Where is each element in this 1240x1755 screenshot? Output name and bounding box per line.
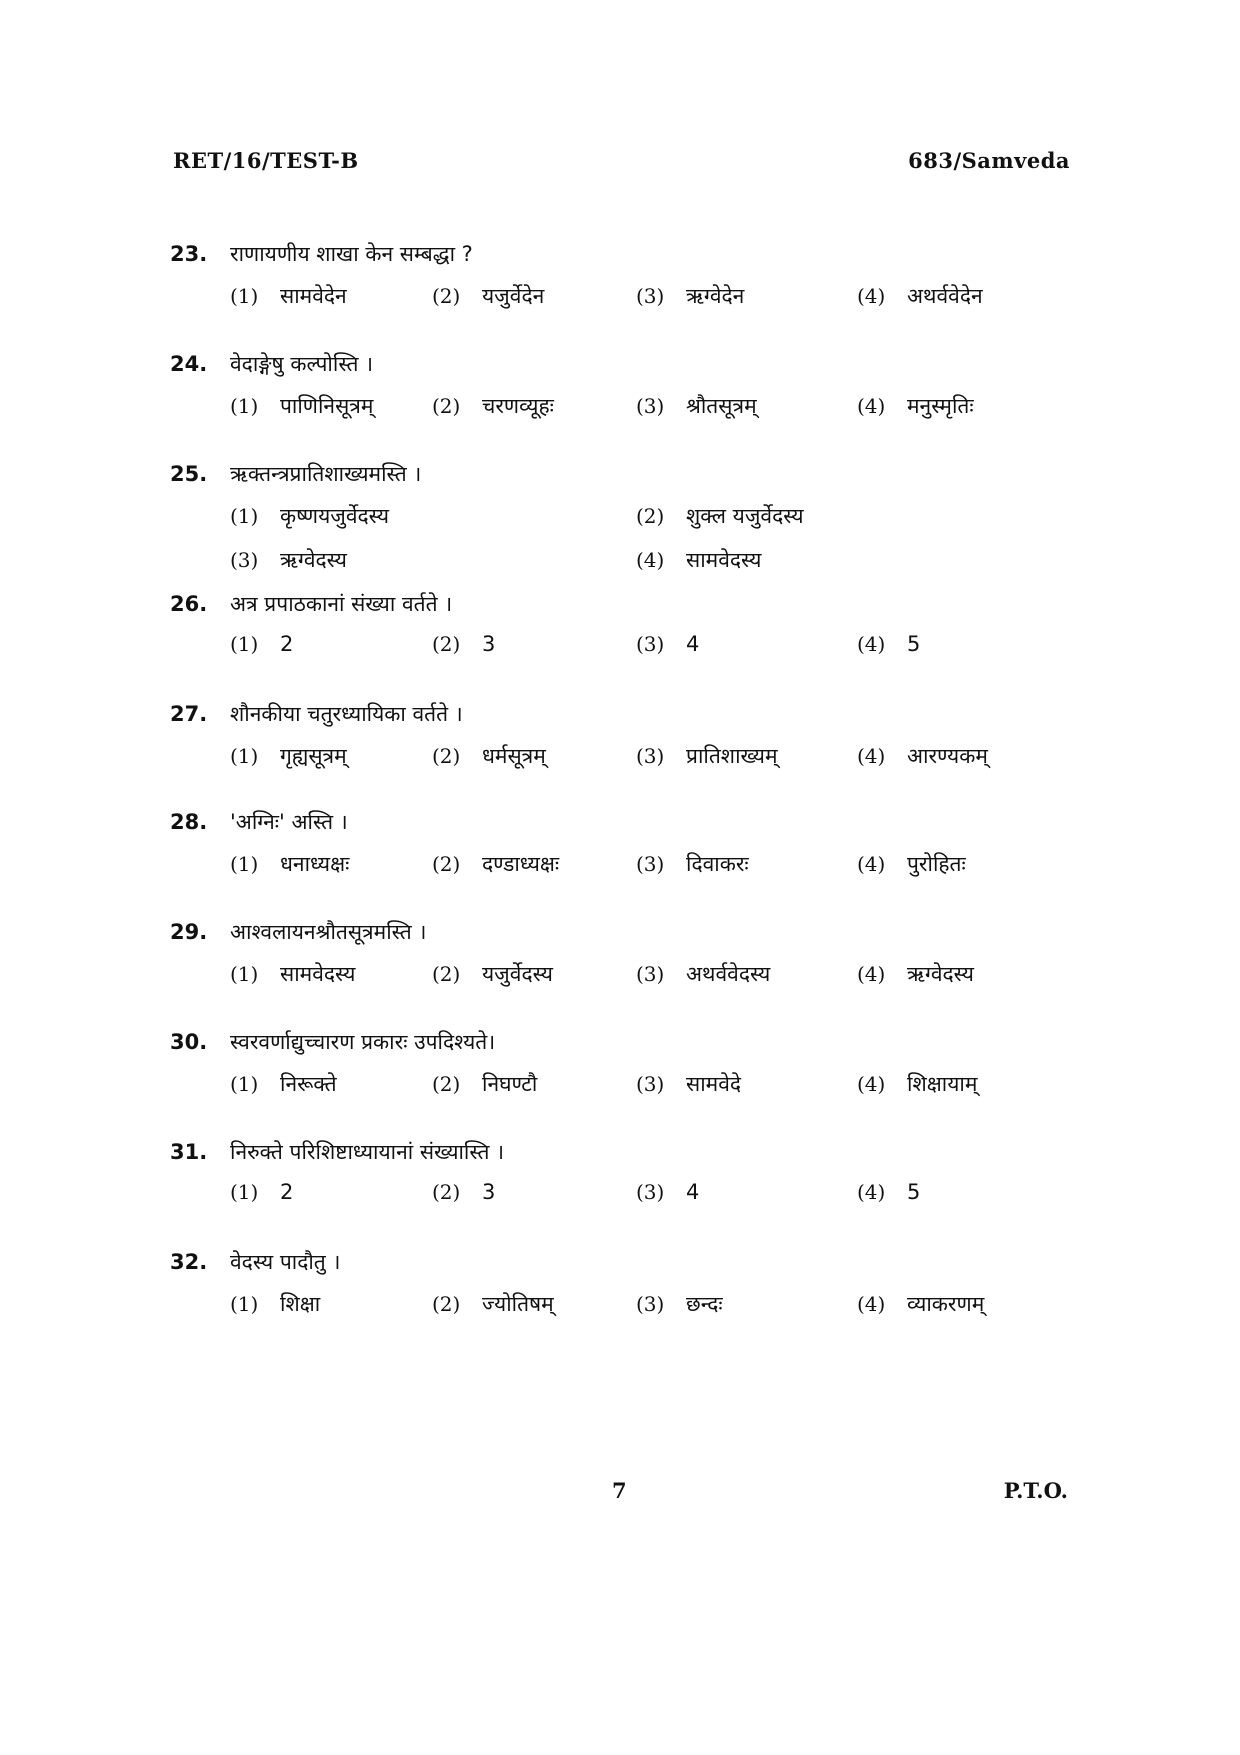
- option-2: [636, 502, 804, 530]
- options-row: [170, 1064, 1090, 1108]
- question-text: ऋक्तन्त्रप्रातिशाख्यमस्ति ।: [230, 462, 422, 486]
- option-text: धनाध्यक्षः: [280, 852, 350, 876]
- question-text: राणायणीय शाखा केन सम्बद्धा ?: [230, 242, 473, 266]
- question-29: [170, 918, 1090, 998]
- option-1: [230, 850, 349, 878]
- option-3: [636, 742, 778, 770]
- option-text: शिक्षायाम्: [907, 1072, 978, 1096]
- option-4: [857, 1180, 920, 1204]
- option-number: (2): [432, 962, 461, 986]
- question-28: [170, 808, 1090, 888]
- option-number: (4): [857, 1292, 886, 1316]
- option-4: [857, 282, 983, 310]
- options-row: [170, 844, 1090, 888]
- option-3: [636, 960, 770, 988]
- option-text: 5: [907, 1180, 921, 1204]
- options-row: [170, 736, 1090, 780]
- option-text: दण्डाध्यक्षः: [482, 852, 560, 876]
- question-number: 24.: [170, 352, 208, 376]
- option-number: (4): [857, 962, 886, 986]
- question-23: [170, 240, 1090, 320]
- option-4: [857, 742, 988, 770]
- option-4: [857, 1070, 977, 1098]
- option-text: निघण्टौ: [482, 1072, 538, 1096]
- option-1: [230, 960, 355, 988]
- option-text: यजुर्वेदस्य: [482, 962, 553, 986]
- option-number: (2): [432, 1292, 461, 1316]
- option-number: (1): [230, 1180, 259, 1204]
- option-text: मनुस्मृतिः: [907, 394, 974, 418]
- option-number: (1): [230, 852, 259, 876]
- question-number: 32.: [170, 1250, 208, 1274]
- option-number: (3): [636, 394, 665, 418]
- question-stem: [170, 808, 1090, 844]
- option-number: (3): [636, 284, 665, 308]
- option-4: [857, 392, 974, 420]
- question-24: [170, 350, 1090, 430]
- option-text: आरण्यकम्: [907, 744, 988, 768]
- question-stem: [170, 918, 1090, 954]
- option-text: 3: [482, 632, 496, 656]
- option-1: [230, 392, 373, 420]
- question-text: स्वरवर्णाद्युच्चारण प्रकारः उपदिश्यते।: [230, 1030, 496, 1054]
- question-26: [170, 590, 1090, 670]
- option-2: [432, 392, 554, 420]
- option-number: (3): [636, 1292, 665, 1316]
- options-row: [170, 1284, 1090, 1328]
- option-number: (2): [636, 504, 665, 528]
- option-text: शिक्षा: [280, 1292, 321, 1316]
- pto-label: P.T.O.: [1003, 1478, 1068, 1503]
- options-row: [170, 276, 1090, 320]
- option-1: [230, 1180, 293, 1204]
- option-number: (3): [230, 548, 259, 572]
- option-number: (1): [230, 1292, 259, 1316]
- question-stem: [170, 700, 1090, 736]
- option-number: (1): [230, 1072, 259, 1096]
- question-number: 26.: [170, 592, 208, 616]
- option-text: अथर्ववेदेन: [907, 284, 983, 308]
- question-stem: [170, 240, 1090, 276]
- question-stem: [170, 460, 1090, 496]
- option-number: (1): [230, 962, 259, 986]
- question-number: 27.: [170, 702, 208, 726]
- option-number: (1): [230, 394, 259, 418]
- option-text: दिवाकरः: [686, 852, 749, 876]
- option-number: (2): [432, 852, 461, 876]
- options-row: [170, 496, 1090, 540]
- option-text: शुक्ल यजुर्वेदस्य: [686, 504, 804, 528]
- option-4: [857, 960, 974, 988]
- option-3: [636, 1070, 741, 1098]
- options-row: [170, 540, 1090, 584]
- options-row: [170, 1174, 1090, 1218]
- option-3: [636, 1290, 723, 1318]
- option-2: [432, 1290, 554, 1318]
- option-text: गृह्यसूत्रम्: [280, 744, 347, 768]
- option-number: (1): [230, 744, 259, 768]
- question-text: आश्वलायनश्रौतसूत्रमस्ति ।: [230, 920, 427, 944]
- option-2: [432, 632, 495, 656]
- option-text: ऋग्वेदेन: [686, 284, 745, 308]
- option-3: [636, 1180, 699, 1204]
- option-text: सामवेदस्य: [686, 548, 762, 572]
- option-number: (3): [636, 632, 665, 656]
- option-1: [230, 742, 347, 770]
- option-number: (3): [636, 1072, 665, 1096]
- question-text: शौनकीया चतुरध्यायिका वर्तते ।: [230, 702, 463, 726]
- option-number: (4): [857, 744, 886, 768]
- question-25: [170, 460, 1090, 584]
- question-stem: [170, 590, 1090, 626]
- option-2: [432, 960, 553, 988]
- option-3: [636, 392, 757, 420]
- question-stem: [170, 1248, 1090, 1284]
- option-2: [432, 1180, 495, 1204]
- question-27: [170, 700, 1090, 780]
- option-number: (1): [230, 632, 259, 656]
- option-number: (1): [230, 504, 259, 528]
- option-number: (4): [857, 1180, 886, 1204]
- option-text: सामवेदे: [686, 1072, 742, 1096]
- option-4: [857, 1290, 984, 1318]
- option-text: निरूक्ते: [280, 1072, 337, 1096]
- question-text: अत्र प्रपाठकानां संख्या वर्तते ।: [230, 592, 453, 616]
- option-number: (4): [857, 632, 886, 656]
- option-3: [636, 632, 699, 656]
- option-number: (4): [857, 852, 886, 876]
- option-1: [230, 1290, 320, 1318]
- option-text: 2: [280, 632, 294, 656]
- option-2: [432, 742, 546, 770]
- option-number: (4): [857, 1072, 886, 1096]
- option-number: (4): [857, 394, 886, 418]
- option-text: 4: [686, 632, 700, 656]
- options-row: [170, 954, 1090, 998]
- option-1: [230, 282, 347, 310]
- option-number: (2): [432, 1180, 461, 1204]
- option-3: [636, 850, 749, 878]
- option-2: [432, 850, 559, 878]
- option-number: (2): [432, 394, 461, 418]
- option-text: कृष्णयजुर्वेदस्य: [280, 504, 390, 528]
- options-row: [170, 386, 1090, 430]
- option-number: (3): [636, 962, 665, 986]
- question-stem: [170, 1138, 1090, 1174]
- option-3: [636, 282, 744, 310]
- option-4: [857, 850, 966, 878]
- header-code: RET/16/TEST-B: [173, 148, 359, 173]
- option-number: (3): [636, 744, 665, 768]
- question-number: 23.: [170, 242, 208, 266]
- question-number: 31.: [170, 1140, 208, 1164]
- option-text: छन्दः: [686, 1292, 723, 1316]
- option-1: [230, 632, 293, 656]
- option-text: ऋग्वेदस्य: [280, 548, 347, 572]
- question-number: 28.: [170, 810, 208, 834]
- option-number: (4): [636, 548, 665, 572]
- option-number: (2): [432, 284, 461, 308]
- option-number: (4): [857, 284, 886, 308]
- option-number: (1): [230, 284, 259, 308]
- header-subject: 683/Samveda: [908, 148, 1070, 173]
- option-number: (3): [636, 852, 665, 876]
- question-text: 'अग्निः' अस्ति ।: [230, 810, 348, 834]
- question-number: 29.: [170, 920, 208, 944]
- option-number: (2): [432, 744, 461, 768]
- option-1: [230, 1070, 337, 1098]
- option-number: (3): [636, 1180, 665, 1204]
- option-text: चरणव्यूहः: [482, 394, 554, 418]
- option-text: पुरोहितः: [907, 852, 966, 876]
- option-text: 3: [482, 1180, 496, 1204]
- option-text: पाणिनिसूत्रम्: [280, 394, 374, 418]
- option-4: [857, 632, 920, 656]
- question-number: 30.: [170, 1030, 208, 1054]
- option-3: [230, 546, 347, 574]
- options-row: [170, 626, 1090, 670]
- question-number: 25.: [170, 462, 208, 486]
- option-text: सामवेदेन: [280, 284, 347, 308]
- option-text: यजुर्वेदेन: [482, 284, 545, 308]
- option-text: व्याकरणम्: [907, 1292, 985, 1316]
- question-text: वेदस्य पादौतु ।: [230, 1250, 341, 1274]
- question-stem: [170, 350, 1090, 386]
- option-text: 5: [907, 632, 921, 656]
- option-text: ज्योतिषम्: [482, 1292, 554, 1316]
- option-2: [432, 282, 544, 310]
- option-number: (2): [432, 1072, 461, 1096]
- question-30: [170, 1028, 1090, 1108]
- option-number: (2): [432, 632, 461, 656]
- option-text: अथर्ववेदस्य: [686, 962, 771, 986]
- option-text: ऋग्वेदस्य: [907, 962, 974, 986]
- option-text: 2: [280, 1180, 294, 1204]
- question-text: निरुक्ते परिशिष्टाध्यायानां संख्यास्ति ।: [230, 1140, 505, 1164]
- option-text: 4: [686, 1180, 700, 1204]
- question-text: वेदाङ्गेषु कल्पोस्ति ।: [230, 352, 374, 376]
- question-32: [170, 1248, 1090, 1328]
- option-text: श्रौतसूत्रम्: [686, 394, 757, 418]
- option-text: धर्मसूत्रम्: [482, 744, 546, 768]
- option-text: सामवेदस्य: [280, 962, 356, 986]
- option-4: [636, 546, 761, 574]
- option-2: [432, 1070, 537, 1098]
- page-number: 7: [612, 1478, 627, 1503]
- option-text: प्रातिशाख्यम्: [686, 744, 778, 768]
- question-stem: [170, 1028, 1090, 1064]
- question-31: [170, 1138, 1090, 1218]
- option-1: [230, 502, 389, 530]
